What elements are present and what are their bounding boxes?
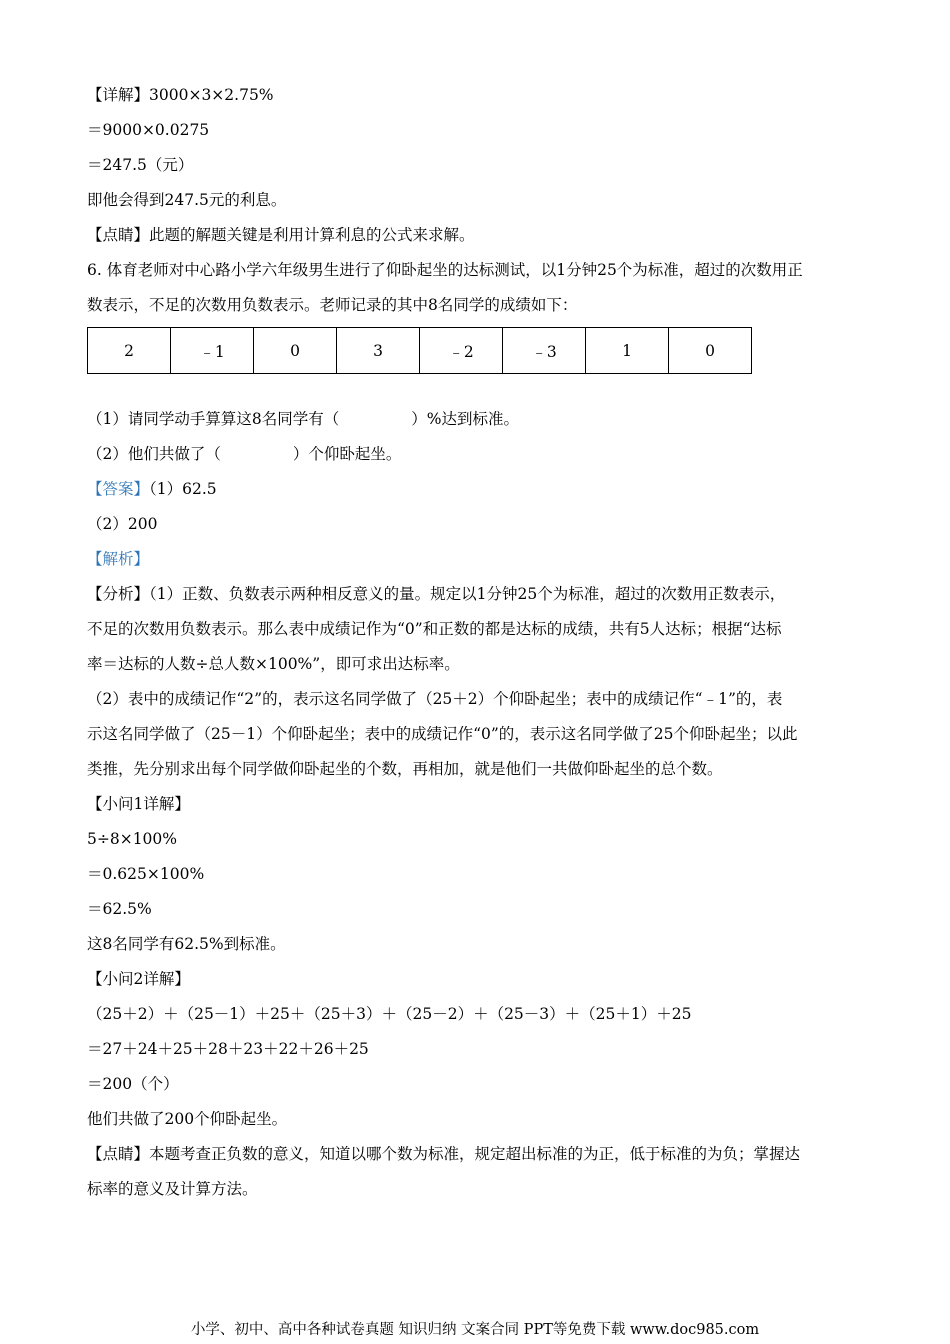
sub-question-text: ）%达到标准。 bbox=[411, 410, 519, 428]
calc-step: ＝9000×0.0275 bbox=[87, 121, 210, 139]
analysis-line: （2）表中的成绩记作“2”的，表示这名同学做了（25＋2）个仰卧起坐；表中的成绩记作“﹣1”的，表 bbox=[87, 690, 783, 708]
document-page bbox=[87, 78, 877, 1207]
table-row bbox=[88, 328, 752, 374]
scores-table bbox=[87, 327, 752, 374]
calc-step: ＝247.5（元） bbox=[87, 156, 194, 174]
answer-line bbox=[87, 472, 877, 507]
answer-value: （2）200 bbox=[87, 515, 158, 533]
calc-step: ＝200（个） bbox=[87, 1075, 179, 1093]
analysis-line: 不足的次数用负数表示。那么表中成绩记作为“0”和正数的都是达标的成绩，共有5人达标；根据“达标 bbox=[87, 620, 782, 638]
tip-tag: 【点睛】 bbox=[87, 226, 150, 244]
tip-text: 此题的解题关键是利用计算利息的公式来求解。 bbox=[149, 226, 475, 244]
answer-tag: 【答案】 bbox=[87, 480, 150, 498]
score-cell: ﹣1 bbox=[171, 328, 254, 374]
score-cell: 2 bbox=[88, 328, 171, 374]
answer-value: （1）62.5 bbox=[149, 480, 217, 498]
score-cell: ﹣3 bbox=[503, 328, 586, 374]
conclusion: 即他会得到247.5元的利息。 bbox=[87, 191, 287, 209]
analysis-text: （1）正数、负数表示两种相反意义的量。规定以1分钟25个为标准，超过的次数用正数表示， bbox=[149, 585, 786, 603]
question-stem: 6. 体育老师对中心路小学六年级男生进行了仰卧起坐的达标测试，以1分钟25个为标准，超过的次数用正 bbox=[87, 261, 803, 279]
detail-tag: 【详解】 bbox=[87, 86, 150, 104]
calc-step: ＝0.625×100% bbox=[87, 865, 205, 883]
score-cell: ﹣2 bbox=[420, 328, 503, 374]
tip-line bbox=[87, 218, 877, 253]
calc-step: ＝27＋24＋25＋28＋23＋22＋26＋25 bbox=[87, 1040, 369, 1058]
sub-question-1 bbox=[87, 402, 877, 437]
conclusion: 他们共做了200个仰卧起坐。 bbox=[87, 1110, 288, 1128]
score-cell: 0 bbox=[669, 328, 752, 374]
sub-question-text: （2）他们共做了（ bbox=[87, 445, 221, 463]
tip-line bbox=[87, 1137, 877, 1172]
tip-tag: 【点睛】 bbox=[87, 1145, 150, 1163]
analysis-tag: 【解析】 bbox=[87, 550, 150, 568]
sub-question-text: ）个仰卧起坐。 bbox=[292, 445, 402, 463]
score-cell: 3 bbox=[337, 328, 420, 374]
calc-step: （25＋2）＋（25－1）＋25＋（25＋3）＋（25－2）＋（25－3）＋（25＋1）＋25 bbox=[87, 1005, 692, 1023]
detail-line bbox=[87, 78, 877, 113]
analysis-line: 示这名同学做了（25－1）个仰卧起坐；表中的成绩记作“0”的，表示这名同学做了25个仰卧起坐；以此 bbox=[87, 725, 798, 743]
question-stem: 数表示，不足的次数用负数表示。老师记录的其中8名同学的成绩如下： bbox=[87, 296, 578, 314]
detail-expression: 3000×3×2.75% bbox=[149, 86, 274, 104]
sub-question-text: （1）请同学动手算算这8名同学有（ bbox=[87, 410, 340, 428]
analysis-head: 【分析】 bbox=[87, 585, 150, 603]
tip-line: 标率的意义及计算方法。 bbox=[87, 1180, 258, 1198]
score-cell: 1 bbox=[586, 328, 669, 374]
calc-step: 5÷8×100% bbox=[87, 830, 178, 848]
calc-step: ＝62.5% bbox=[87, 900, 152, 918]
analysis-line: 类推，先分别求出每个同学做仰卧起坐的个数，再相加，就是他们一共做仰卧起坐的总个数。 bbox=[87, 760, 723, 778]
sub1-detail-tag: 【小问1详解】 bbox=[87, 795, 190, 813]
page-footer: 小学、初中、高中各种试卷真题 知识归纳 文案合同 PPT等免费下载 www.doc985.com bbox=[190, 1322, 760, 1338]
sub2-detail-tag: 【小问2详解】 bbox=[87, 970, 190, 988]
sub-question-2 bbox=[87, 437, 877, 472]
analysis-line bbox=[87, 577, 877, 612]
conclusion: 这8名同学有62.5%到标准。 bbox=[87, 935, 286, 953]
score-cell: 0 bbox=[254, 328, 337, 374]
analysis-line: 率＝达标的人数÷总人数×100%”，即可求出达标率。 bbox=[87, 655, 460, 673]
tip-text: 本题考查正负数的意义，知道以哪个数为标准，规定超出标准的为正，低于标准的为负；掌握达 bbox=[149, 1145, 801, 1163]
